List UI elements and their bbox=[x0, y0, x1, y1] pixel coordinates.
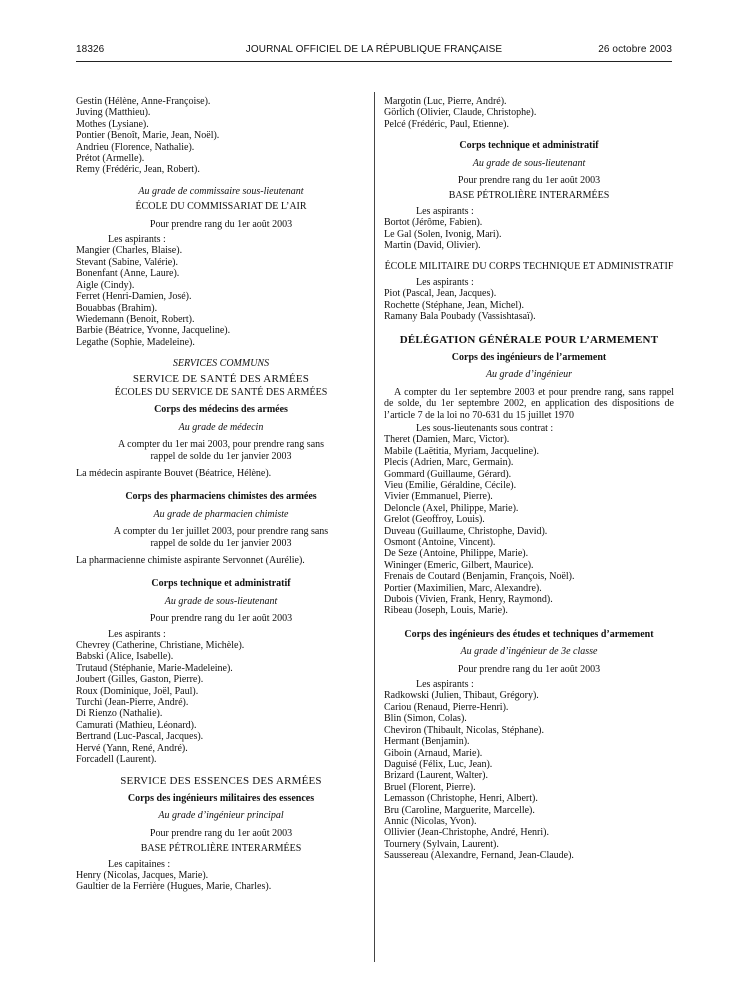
person-entry: Frenais de Coutard (Benjamin, François, Noël). bbox=[384, 571, 575, 583]
person-entry: Camurati (Mathieu, Léonard). bbox=[76, 719, 197, 731]
date-paragraph: A compter du 1er septembre 2003 et pour prendre rang, sans rappel de solde, du 1er septembre 2002, en application des dispositions de l’article 7 de la loi no 70-631 du 15 juillet 1970 bbox=[384, 386, 674, 421]
corps-heading: Corps des ingénieurs des études et techniques d’armement bbox=[404, 628, 654, 640]
name-list bbox=[76, 870, 366, 893]
name-list bbox=[76, 96, 366, 176]
corps-heading: Corps des médecins des armées bbox=[154, 404, 288, 416]
service-heading: SERVICE DE SANTÉ DES ARMÉES bbox=[132, 372, 310, 385]
corps-heading: Corps des ingénieurs de l’armement bbox=[451, 351, 607, 363]
capitaines-label: Les capitaines : bbox=[108, 858, 171, 870]
section-heading: SERVICES COMMUNS bbox=[172, 358, 270, 370]
person-entry: Piot (Pascal, Jean, Jacques). bbox=[384, 288, 497, 300]
corps-heading: Corps des pharmaciens chimistes des armées bbox=[125, 491, 317, 503]
person-entry: Daguisé (Félix, Luc, Jean). bbox=[384, 758, 493, 770]
person-entry: Legathe (Sophie, Madeleine). bbox=[76, 336, 195, 348]
rank-date: Pour prendre rang du 1er août 2003 bbox=[149, 218, 293, 230]
person-entry: Ramany Bala Poubady (Vassishtasaï). bbox=[384, 311, 536, 323]
person-entry: Henry (Nicolas, Jacques, Marie). bbox=[76, 869, 209, 881]
person-entry: Portier (Maximilien, Marc, Alexandre). bbox=[384, 582, 542, 594]
person-entry: Blin (Simon, Colas). bbox=[384, 713, 467, 725]
person-entry: Gestin (Hélène, Anne-Françoise). bbox=[76, 96, 211, 107]
person-entry: Chevrey (Catherine, Christiane, Michèle). bbox=[76, 640, 245, 652]
person-entry: Görlich (Olivier, Claude, Christophe). bbox=[384, 107, 537, 119]
grade-heading: Au grade de sous-lieutenant bbox=[472, 157, 586, 169]
header-rule bbox=[76, 61, 672, 62]
person-entry: Pelcé (Frédéric, Paul, Etienne). bbox=[384, 118, 509, 130]
person-entry: Roux (Dominique, Joël, Paul). bbox=[76, 685, 199, 697]
person-entry: Bru (Caroline, Marguerite, Marcelle). bbox=[384, 804, 535, 816]
person-entry: Wiedemann (Benoit, Robert). bbox=[76, 313, 195, 325]
person-entry: Duveau (Guillaume, Christophe, David). bbox=[384, 525, 548, 537]
rank-date: Pour prendre rang du 1er août 2003 bbox=[457, 175, 601, 187]
person-entry: Juving (Matthieu). bbox=[76, 107, 151, 119]
left-column bbox=[76, 96, 366, 893]
name-list bbox=[76, 245, 366, 348]
school-heading: ÉCOLE DU COMMISSARIAT DE L’AIR bbox=[135, 201, 307, 213]
person-entry: Rochette (Stéphane, Jean, Michel). bbox=[384, 299, 524, 311]
person-entry: Martin (David, Olivier). bbox=[384, 240, 481, 252]
grade-heading: Au grade de sous-lieutenant bbox=[164, 595, 278, 607]
grade-heading: Au grade d’ingénieur bbox=[485, 369, 573, 381]
rank-date: Pour prendre rang du 1er août 2003 bbox=[149, 827, 293, 839]
grade-heading: Au grade d’ingénieur de 3e classe bbox=[460, 646, 598, 658]
person-entry: Bouabbas (Brahim). bbox=[76, 302, 158, 314]
publication-date: 26 octobre 2003 bbox=[598, 44, 672, 55]
rank-date: Pour prendre rang du 1er août 2003 bbox=[457, 663, 601, 675]
date-paragraph: A compter du 1er mai 2003, pour prendre rang sans rappel de solde du 1er janvier 2003 bbox=[117, 439, 325, 462]
person-entry: Annic (Nicolas, Yvon). bbox=[384, 815, 477, 827]
aspirants-label: Les aspirants : bbox=[108, 234, 166, 246]
name-list bbox=[384, 217, 674, 251]
person-entry: Cheviron (Thibault, Nicolas, Stéphane). bbox=[384, 724, 544, 736]
delegation-heading: DÉLÉGATION GÉNÉRALE POUR L’ARMEMENT bbox=[399, 333, 659, 346]
person-entry: Babski (Alice, Isabelle). bbox=[76, 651, 174, 663]
person-entry: Ferret (Henri-Damien, José). bbox=[76, 291, 192, 303]
corps-heading: Corps technique et administratif bbox=[459, 140, 599, 152]
person-entry: Cariou (Renaud, Pierre-Henri). bbox=[384, 701, 509, 713]
person-entry: Turchi (Jean-Pierre, André). bbox=[76, 697, 189, 709]
name-list bbox=[384, 434, 674, 617]
person-entry: Forcadell (Laurent). bbox=[76, 754, 157, 766]
person-entry: Barbie (Béatrice, Yvonne, Jacqueline). bbox=[76, 325, 231, 337]
page-number: 18326 bbox=[76, 44, 105, 55]
person-entry: Di Rienzo (Nathalie). bbox=[76, 708, 163, 720]
person-entry: Lemasson (Christophe, Henri, Albert). bbox=[384, 793, 538, 805]
person-entry: Radkowski (Julien, Thibaut, Grégory). bbox=[384, 690, 539, 702]
person-entry: Stevant (Sabine, Valérie). bbox=[76, 256, 179, 268]
person-entry: Prétot (Armelle). bbox=[76, 153, 145, 165]
person-entry: Bortot (Jérôme, Fabien). bbox=[384, 217, 483, 229]
person-entry: Giboin (Arnaud, Marie). bbox=[384, 747, 483, 759]
person-entry: Vieu (Emilie, Géraldine, Cécile). bbox=[384, 479, 517, 491]
person-entry: Tournery (Sylvain, Laurent). bbox=[384, 838, 499, 850]
person-entry: Dubois (Vivien, Frank, Henry, Raymond). bbox=[384, 594, 553, 606]
grade-heading: Au grade d’ingénieur principal bbox=[158, 810, 284, 822]
person-entry: Ollivier (Jean-Christophe, André, Henri). bbox=[384, 827, 549, 839]
base-heading: BASE PÉTROLIÈRE INTERARMÉES bbox=[140, 843, 302, 855]
person-entry: La médecin aspirante Bouvet (Béatrice, Hélène). bbox=[76, 467, 272, 479]
sous-lieutenants-label: Les sous-lieutenants sous contrat : bbox=[416, 422, 554, 434]
person-entry: Mabile (Laëtitia, Myriam, Jacqueline). bbox=[384, 445, 539, 457]
person-entry: De Seze (Antoine, Philippe, Marie). bbox=[384, 548, 529, 560]
person-entry: Pontier (Benoît, Marie, Jean, Noël). bbox=[76, 130, 220, 142]
person-entry: Mothes (Lysiane). bbox=[76, 118, 149, 130]
right-column bbox=[384, 96, 674, 862]
person-entry: Osmont (Antoine, Vincent). bbox=[384, 537, 496, 548]
person-entry: Brizard (Laurent, Walter). bbox=[384, 770, 488, 782]
person-entry: Wininger (Emeric, Gilbert, Maurice). bbox=[384, 559, 534, 571]
base-heading: BASE PÉTROLIÈRE INTERARMÉES bbox=[448, 190, 610, 202]
person-entry: Joubert (Gilles, Gaston, Pierre). bbox=[76, 674, 204, 686]
person-entry: Saussereau (Alexandre, Fernand, Jean-Claude). bbox=[384, 850, 574, 862]
aspirants-label: Les aspirants : bbox=[416, 205, 474, 217]
service-heading: SERVICE DES ESSENCES DES ARMÉES bbox=[120, 774, 322, 787]
aspirants-label: Les aspirants : bbox=[416, 679, 474, 691]
name-list bbox=[384, 96, 674, 130]
aspirants-label: Les aspirants : bbox=[108, 628, 166, 640]
person-entry: Theret (Damien, Marc, Victor). bbox=[384, 434, 510, 446]
person-entry: Aigle (Cindy). bbox=[76, 279, 135, 291]
person-entry: Gommard (Guillaume, Gérard). bbox=[384, 468, 512, 480]
person-entry: Bruel (Florent, Pierre). bbox=[384, 781, 476, 793]
grade-heading: Au grade de commissaire sous-lieutenant bbox=[138, 185, 304, 197]
person-entry: Andrieu (Florence, Nathalie). bbox=[76, 141, 195, 153]
date-paragraph: A compter du 1er juillet 2003, pour prendre rang sans rappel de solde du 1er janvier 2003 bbox=[113, 526, 329, 549]
person-entry: Hervé (Yann, René, André). bbox=[76, 742, 188, 754]
school-heading: ÉCOLES DU SERVICE DE SANTÉ DES ARMÉES bbox=[114, 386, 328, 398]
name-list bbox=[384, 288, 674, 322]
grade-heading: Au grade de médecin bbox=[178, 421, 264, 433]
grade-heading: Au grade de pharmacien chimiste bbox=[153, 508, 289, 520]
person-entry: Vivier (Emmanuel, Pierre). bbox=[384, 491, 493, 503]
school-heading: ÉCOLE MILITAIRE DU CORPS TECHNIQUE ET ADMINISTRATIF bbox=[384, 261, 674, 273]
person-entry: Grelot (Geoffroy, Louis). bbox=[384, 514, 485, 526]
person-entry: Hermant (Benjamin). bbox=[384, 736, 470, 748]
person-entry: Mangier (Charles, Blaise). bbox=[76, 245, 183, 257]
person-entry: Trutaud (Stéphanie, Marie-Madeleine). bbox=[76, 662, 233, 674]
rank-date: Pour prendre rang du 1er août 2003 bbox=[149, 613, 293, 625]
person-entry: Margotin (Luc, Pierre, André). bbox=[384, 96, 507, 107]
person-entry: Plecis (Adrien, Marc, Germain). bbox=[384, 457, 514, 469]
name-list bbox=[384, 690, 674, 861]
name-list bbox=[76, 640, 366, 765]
aspirants-label: Les aspirants : bbox=[416, 276, 474, 288]
column-rule bbox=[374, 92, 375, 962]
person-entry: Remy (Frédéric, Jean, Robert). bbox=[76, 164, 200, 176]
corps-heading: Corps des ingénieurs militaires des essences bbox=[127, 792, 315, 804]
person-entry: Bertrand (Luc-Pascal, Jacques). bbox=[76, 731, 204, 743]
person-entry: Gaultier de la Ferrière (Hugues, Marie, Charles). bbox=[76, 881, 272, 893]
person-entry: Bonenfant (Anne, Laure). bbox=[76, 268, 180, 280]
person-entry: La pharmacienne chimiste aspirante Servonnet (Aurélie). bbox=[76, 555, 305, 566]
journal-title: JOURNAL OFFICIEL DE LA RÉPUBLIQUE FRANÇAISE bbox=[245, 44, 503, 55]
person-entry: Le Gal (Solen, Ivonig, Mari). bbox=[384, 228, 502, 240]
person-entry: Deloncle (Axel, Philippe, Marie). bbox=[384, 502, 519, 514]
corps-heading: Corps technique et administratif bbox=[151, 578, 291, 590]
person-entry: Ribeau (Joseph, Louis, Marie). bbox=[384, 605, 508, 617]
